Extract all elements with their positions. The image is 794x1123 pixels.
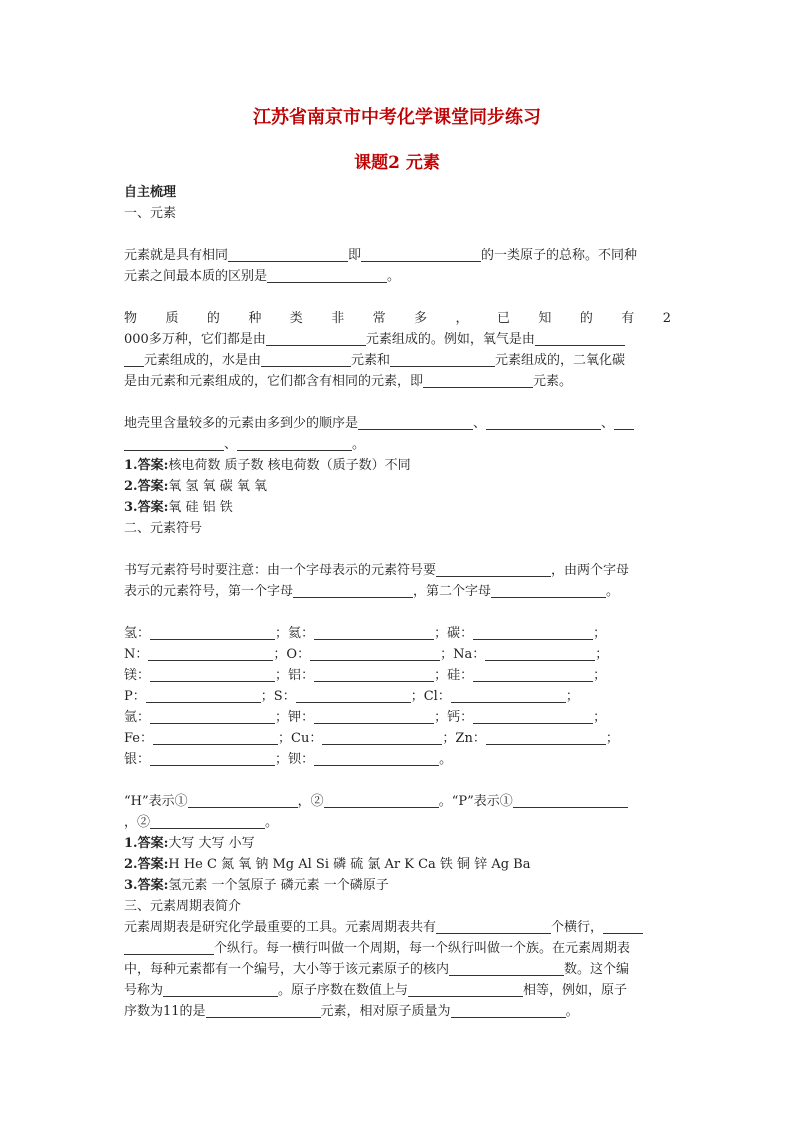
blank[interactable] [146, 688, 261, 703]
blank[interactable] [261, 352, 351, 367]
answer-line: 1.答案:大写 大写 小写 [124, 836, 255, 851]
blank[interactable] [314, 751, 439, 766]
blank[interactable] [513, 793, 628, 808]
symbol-row: 氢： ；氦： ；碳： ； [124, 626, 607, 641]
symbol-row: 氩： ；钾： ；钙： ； [124, 710, 607, 725]
blank[interactable] [314, 709, 434, 724]
blank[interactable] [314, 625, 434, 640]
section-heading: 自主梳理 [124, 185, 177, 200]
answer-line: 1.答案:核电荷数 质子数 核电荷数（质子数）不同 [124, 458, 411, 473]
blank[interactable] [150, 751, 275, 766]
blank[interactable] [436, 919, 551, 934]
blank[interactable] [310, 646, 440, 661]
blank[interactable] [228, 247, 348, 262]
q3-line-1: 地壳里含量较多的元素由多到少的顺序是 、 、 [124, 413, 671, 434]
blank[interactable] [293, 583, 413, 598]
section-2-title: 二、元素符号 [124, 521, 203, 536]
q2-line-4: 是由元素和元素组成的，它们都含有相同的元素，即 元素。 [124, 374, 573, 389]
q1-line-2: 元素之间最本质的区别是 。 [124, 269, 401, 284]
blank[interactable] [473, 709, 593, 724]
blank[interactable] [535, 331, 625, 346]
blank[interactable] [614, 415, 634, 430]
answer-line: 2.答案:氧 氢 氧 碳 氧 氧 [124, 479, 268, 494]
blank[interactable] [124, 940, 214, 955]
blank[interactable] [148, 646, 273, 661]
section-1-title: 一、元素 [124, 206, 177, 221]
blank[interactable] [324, 793, 439, 808]
s3-line-3: 中，每种元素都有一个编号，大小等于该元素原子的核内 数。这个编 [124, 962, 630, 977]
blank[interactable] [150, 625, 275, 640]
blank[interactable] [266, 331, 366, 346]
blank[interactable] [206, 1003, 321, 1018]
q2-line-2: 000多万种，它们都是由 元素组成的。例如，氧气是由 [124, 329, 671, 350]
blank[interactable] [449, 961, 564, 976]
symbol-row: Fe： ；Cu： ；Zn： ； [124, 731, 619, 746]
symbol-row: P： ；S： ；Cl： ； [124, 689, 579, 704]
blank[interactable] [237, 436, 352, 451]
answer-line: 2.答案:H He C 氮 氧 钠 Mg Al Si 磷 硫 氯 Ar K Ca 铁 铜 锌 Ag Ba [124, 857, 531, 872]
blank[interactable] [314, 667, 434, 682]
answer-line: 3.答案:氢元素 一个氢原子 磷元素 一个磷原子 [124, 878, 389, 893]
q2-line-3: 元素组成的，水是由 元素和 元素组成的，二氧化碳 [124, 350, 671, 371]
blank[interactable] [163, 982, 278, 997]
blank[interactable] [423, 373, 533, 388]
blank[interactable] [486, 415, 601, 430]
s2-q1-line-1: 书写元素符号时要注意：由一个字母表示的元素符号要 ，由两个字母 [124, 563, 630, 578]
s3-line-2: 个纵行。每一横行叫做一个周期，每一个纵行叫做一个族。在元素周期表 [124, 938, 671, 959]
blank[interactable] [390, 352, 495, 367]
blank[interactable] [451, 688, 566, 703]
q1-line-1: 元素就是具有相同 即 的一类原子的总称。不同种 [124, 248, 638, 263]
blank[interactable] [153, 730, 278, 745]
q2-line-1: 物质的种类非常多，已知的有2 [124, 311, 671, 326]
symbol-row: 镁： ；铝： ；硅： ； [124, 668, 607, 683]
blank[interactable] [451, 1003, 566, 1018]
blank[interactable] [473, 667, 593, 682]
blank[interactable] [361, 247, 481, 262]
blank[interactable] [124, 352, 144, 367]
blank[interactable] [150, 667, 275, 682]
document-title: 江苏省南京市中考化学课堂同步练习 [253, 107, 541, 128]
blank[interactable] [473, 625, 593, 640]
s2-q1-line-2: 表示的元素符号，第一个字母 ，第二个字母 。 [124, 584, 620, 599]
s3-line-1: 元素周期表是研究化学最重要的工具。元素周期表共有 个横行， [124, 917, 671, 938]
blank[interactable] [408, 982, 523, 997]
symbol-row: N： ；O： ；Na： ； [124, 647, 609, 662]
blank[interactable] [188, 793, 298, 808]
blank[interactable] [436, 562, 551, 577]
blank[interactable] [267, 268, 387, 283]
blank[interactable] [150, 814, 265, 829]
symbol-row: 银： ；钡： 。 [124, 752, 453, 767]
blank[interactable] [485, 646, 595, 661]
worksheet-body [124, 182, 671, 1022]
lesson-title: 课题2 元素 [354, 153, 440, 173]
blank[interactable] [150, 709, 275, 724]
s3-line-5: 序数为11的是 元素，相对原子质量为 。 [124, 1004, 579, 1019]
blank[interactable] [124, 436, 224, 451]
blank[interactable] [358, 415, 473, 430]
blank[interactable] [296, 688, 411, 703]
blank[interactable] [491, 583, 606, 598]
q3-line-2: 、 。 [124, 434, 671, 455]
blank[interactable] [486, 730, 606, 745]
blank[interactable] [322, 730, 442, 745]
s3-line-4: 号称为 。原子序数在数值上与 相等，例如，原子 [124, 983, 628, 998]
blank[interactable] [603, 919, 643, 934]
answer-line: 3.答案:氧 硅 铝 铁 [124, 500, 233, 515]
section-3-title: 三、元素周期表简介 [124, 899, 242, 914]
hp-line-2: ，② 。 [124, 815, 279, 830]
hp-line-1: “H”表示① ，② 。“P”表示① [124, 791, 671, 812]
